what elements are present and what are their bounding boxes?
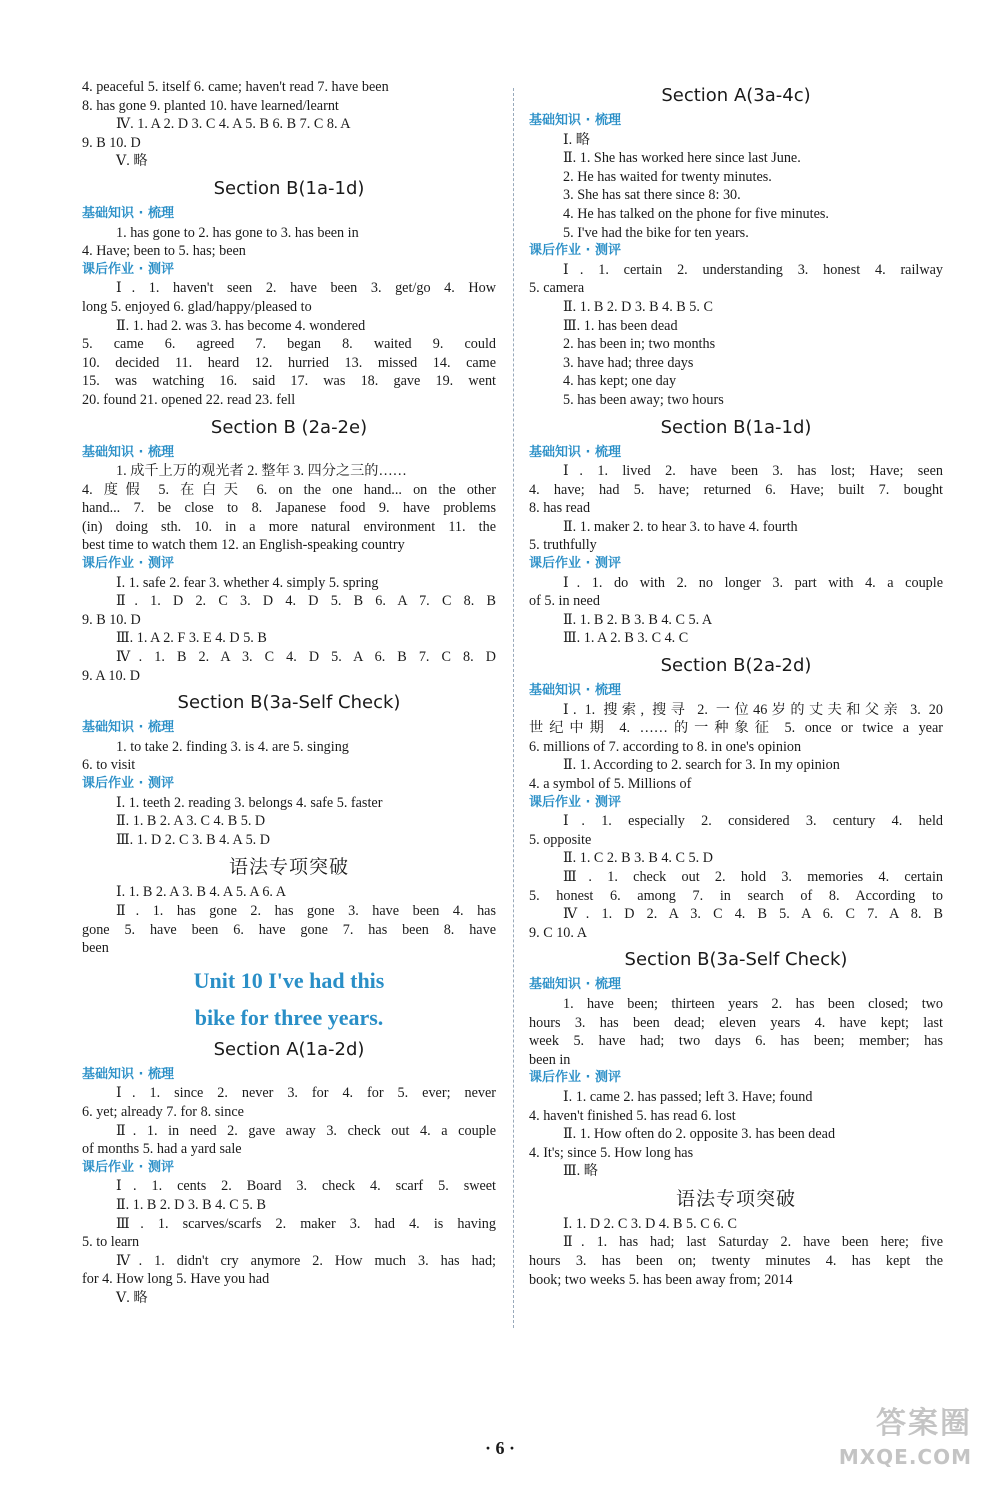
answer-line: 9. B 10. D	[82, 134, 141, 151]
answer-line: Ⅱ. 1. D 2. C 3. D 4. D 5. B 6. A 7. C 8. B	[116, 593, 496, 610]
category-label: 基础知识 · 梳理	[529, 683, 621, 699]
answer-line: for 4. How long 5. Have you had	[82, 1271, 270, 1288]
answer-line: 4. haven't finished 5. has read 6. lost	[529, 1107, 736, 1124]
category-label: 课后作业 · 测评	[529, 556, 621, 572]
category-label: 基础知识 · 梳理	[529, 444, 621, 460]
unit-title: bike for three years.	[194, 1004, 384, 1030]
answer-line: 5. to learn	[82, 1234, 140, 1251]
section-heading: Section A(3a-4c)	[661, 85, 811, 106]
answer-line: 1. 成千上万的观光者 2. 整年 3. 四分之三的……	[116, 463, 407, 480]
section-heading: 语法专项突破	[675, 1187, 796, 1210]
answer-line: Ⅰ. 1. came 2. has passed; left 3. Have; found	[563, 1088, 813, 1105]
answer-line: Ⅱ. 1. has had; last Saturday 2. have been here; five	[563, 1234, 943, 1251]
answer-line: hours 3. has been dead; eleven years 4. have kept; last	[529, 1014, 943, 1031]
answer-line: Ⅱ. 1. C 2. B 3. B 4. C 5. D	[563, 850, 713, 867]
right-column	[529, 78, 943, 1289]
answer-line: Ⅲ. 1. D 2. C 3. B 4. A 5. D	[116, 831, 270, 848]
answer-line: 8. has gone 9. planted 10. have learned/learnt	[82, 97, 339, 114]
category-label: 课后作业 · 测评	[82, 776, 174, 791]
answer-line: 4. a symbol of 5. Millions of	[529, 776, 692, 792]
category-label: 基础知识 · 梳理	[82, 1066, 174, 1082]
answer-line: Ⅴ. 略	[116, 1289, 148, 1306]
answer-line: 5. came 6. agreed 7. began 8. waited 9. could	[82, 336, 496, 353]
answer-line: 1. to take 2. finding 3. is 4. are 5. singing	[116, 738, 349, 755]
answer-line: Ⅴ. 略	[116, 153, 148, 170]
answer-line: Ⅲ. 略	[563, 1163, 598, 1180]
answer-line: 4. He has talked on the phone for five minutes.	[563, 205, 829, 222]
answer-line: Ⅰ. 1. B 2. A 3. B 4. A 5. A 6. A	[116, 884, 286, 901]
page-number: · 6 ·	[484, 1438, 515, 1458]
answer-line: Ⅳ. 1. didn't cry anymore 2. How much 3. has had;	[116, 1252, 496, 1269]
watermark-en: MXQE.COM	[838, 1445, 972, 1469]
answer-line: 2. has been in; two months	[563, 336, 716, 353]
answer-line: 4. It's; since 5. How long has	[529, 1144, 694, 1161]
answer-line: hand... 7. be close to 8. Japanese food 9. have problems	[82, 500, 496, 517]
answer-line: Ⅰ. 略	[563, 131, 590, 148]
answer-line: gone 5. have been 6. have gone 7. has been 8. have	[82, 921, 496, 938]
answer-line: 5. has been away; two hours	[563, 391, 724, 408]
category-label: 基础知识 · 梳理	[82, 444, 174, 460]
category-label: 课后作业 · 测评	[529, 1070, 621, 1086]
answer-line: 5. truthfully	[529, 537, 597, 554]
answer-line: been in	[529, 1051, 571, 1068]
answer-line: Ⅱ. 1. B 2. D 3. B 4. C 5. B	[116, 1196, 266, 1213]
answer-line: Ⅳ. 1. B 2. A 3. C 4. D 5. A 6. B 7. C 8. D	[116, 649, 496, 666]
answer-line: 5. opposite	[529, 831, 592, 848]
answer-line: 10. decided 11. heard 12. hurried 13. missed 14. came	[82, 354, 496, 371]
category-label: 基础知识 · 梳理	[82, 205, 174, 221]
left-column	[82, 78, 496, 1307]
answer-line: book; two weeks 5. has been away from; 2014	[529, 1271, 793, 1288]
answer-line: 1. have been; thirteen years 2. has been closed; two	[563, 995, 943, 1012]
answer-line: Ⅰ. 1. D 2. C 3. D 4. B 5. C 6. C	[563, 1215, 737, 1232]
answer-line: Ⅱ. 1. maker 2. to hear 3. to have 4. fourth	[563, 518, 798, 535]
answer-line: Ⅳ. 1. D 2. A 3. C 4. B 5. A 6. C 7. A 8. B	[563, 906, 943, 923]
answer-line: 4. 度假 5. 在白天 6. on the one hand... on the other	[82, 481, 496, 498]
answer-line: (in) doing sth. 10. in a more natural environment 11. the	[82, 518, 496, 535]
category-label: 课后作业 · 测评	[82, 261, 174, 277]
category-label: 基础知识 · 梳理	[82, 720, 174, 736]
column-divider	[513, 88, 514, 1328]
answer-line: Ⅱ. 1. had 2. was 3. has become 4. wondered	[116, 317, 366, 334]
answer-line: 4. have; had 5. have; returned 6. Have; built 7. bought	[529, 481, 943, 498]
answer-line: 4. peaceful 5. itself 6. came; haven't read 7. have been	[82, 79, 389, 95]
answer-line: of 5. in need	[529, 593, 600, 610]
answer-line: 1. has gone to 2. has gone to 3. has been in	[116, 224, 359, 241]
answer-line: Ⅰ. 1. lived 2. have been 3. has lost; Have; seen	[563, 463, 943, 480]
answer-line: 3. have had; three days	[563, 354, 694, 371]
answer-line: Ⅰ. 1. especially 2. considered 3. century 4. held	[563, 813, 943, 830]
answer-line: 6. to visit	[82, 757, 136, 774]
answer-line: 5. I've had the bike for ten years.	[563, 224, 749, 241]
answer-line: 15. was watching 16. said 17. was 18. gave 19. went	[82, 373, 496, 390]
answer-line: best time to watch them 12. an English-speaking country	[82, 537, 405, 554]
answer-line: Ⅲ. 1. scarves/scarfs 2. maker 3. had 4. is having	[116, 1215, 496, 1232]
answer-line: Ⅱ. 1. She has worked here since last June.	[563, 150, 801, 167]
answer-line: 世纪中期 4. ……的一种象征 5. once or twice a year	[529, 720, 943, 737]
answer-line: Ⅱ. 1. According to 2. search for 3. In my opinion	[563, 757, 840, 774]
answer-line: long 5. enjoyed 6. glad/happy/pleased to	[82, 298, 312, 315]
answer-line: 6. yet; already 7. for 8. since	[82, 1103, 244, 1120]
unit-title: Unit 10 I've had this	[193, 967, 385, 993]
answer-line: Ⅳ. 1. A 2. D 3. C 4. A 5. B 6. B 7. C 8. A	[116, 116, 351, 133]
answer-line: of months 5. had a yard sale	[82, 1141, 242, 1158]
section-heading: Section B (2a-2e)	[210, 416, 368, 438]
answer-line: Ⅲ. 1. check out 2. hold 3. memories 4. certain	[563, 868, 943, 885]
answer-line: Ⅲ. 1. A 2. F 3. E 4. D 5. B	[116, 630, 267, 647]
answer-line: 9. A 10. D	[82, 667, 140, 684]
answer-line: Ⅰ. 1. since 2. never 3. for 4. for 5. ever; never	[116, 1085, 496, 1102]
answer-line: been	[82, 940, 109, 957]
category-label: 课后作业 · 测评	[82, 556, 174, 572]
answer-line: Ⅱ. 1. B 2. B 3. B 4. C 5. A	[563, 611, 713, 628]
answer-line: Ⅱ. 1. How often do 2. opposite 3. has been dead	[563, 1126, 836, 1143]
section-heading: 语法专项突破	[228, 856, 349, 879]
answer-line: 4. has kept; one day	[563, 373, 677, 390]
answer-line: 9. B 10. D	[82, 611, 141, 628]
watermark-logo	[802, 1404, 972, 1484]
category-label: 课后作业 · 测评	[529, 243, 621, 259]
answer-line: 20. found 21. opened 22. read 23. fell	[82, 391, 296, 408]
answer-line: 5. honest 6. among 7. in search of 8. According to	[529, 887, 943, 904]
section-heading: Section B(3a-Self Check)	[624, 949, 848, 971]
answer-line: Ⅲ. 1. has been dead	[563, 317, 678, 334]
answer-line: Ⅰ. 1. haven't seen 2. have been 3. get/go 4. How	[116, 280, 496, 297]
answer-line: Ⅱ. 1. in need 2. gave away 3. check out 4. a couple	[116, 1122, 496, 1139]
answer-line: hours 3. has been on; twenty minutes 4. has kept the	[529, 1253, 943, 1270]
section-heading: Section A(1a-2d)	[213, 1038, 365, 1060]
answer-line: Ⅱ. 1. has gone 2. has gone 3. have been 4. has	[116, 902, 496, 919]
answer-line: Ⅰ. 1. certain 2. understanding 3. honest 4. railway	[563, 261, 943, 278]
section-heading: Section B(1a-1d)	[660, 416, 812, 438]
answer-line: Ⅰ. 1. safe 2. fear 3. whether 4. simply 5. spring	[116, 574, 379, 591]
answer-line: Ⅱ. 1. B 2. A 3. C 4. B 5. D	[116, 813, 266, 830]
answer-line: Ⅰ. 1. teeth 2. reading 3. belongs 4. safe 5. faster	[116, 794, 383, 811]
section-heading: Section B(2a-2d)	[660, 655, 812, 677]
category-label: 基础知识 · 梳理	[529, 977, 621, 993]
answer-line: 3. She has sat there since 8: 30.	[563, 187, 741, 204]
section-heading: Section B(1a-1d)	[213, 177, 365, 199]
answer-line: Ⅲ. 1. A 2. B 3. C 4. C	[563, 630, 689, 647]
answer-line: 6. millions of 7. according to 8. in one's opinion	[529, 738, 802, 755]
answer-line: 9. C 10. A	[529, 924, 587, 941]
answer-line: 2. He has waited for twenty minutes.	[563, 168, 772, 185]
category-label: 基础知识 · 梳理	[529, 113, 621, 128]
answer-line: Ⅰ. 1. 搜索, 搜寻 2. 一位46岁的丈夫和父亲 3. 20	[563, 701, 943, 718]
answer-line: Ⅰ. 1. cents 2. Board 3. check 4. scarf 5. sweet	[116, 1178, 496, 1195]
answer-line: 5. camera	[529, 280, 585, 297]
answer-line: week 5. have had; two days 6. has been; member; has	[529, 1033, 943, 1050]
category-label: 课后作业 · 测评	[529, 794, 621, 810]
answer-line: 8. has read	[529, 500, 591, 517]
answer-line: 4. Have; been to 5. has; been	[82, 243, 246, 260]
answer-line: Ⅰ. 1. do with 2. no longer 3. part with 4. a couple	[563, 574, 943, 591]
section-heading: Section B(3a-Self Check)	[177, 692, 401, 714]
watermark-cn: 答案圈	[876, 1406, 972, 1441]
answer-line: Ⅱ. 1. B 2. D 3. B 4. B 5. C	[563, 298, 713, 315]
category-label: 课后作业 · 测评	[82, 1159, 174, 1175]
